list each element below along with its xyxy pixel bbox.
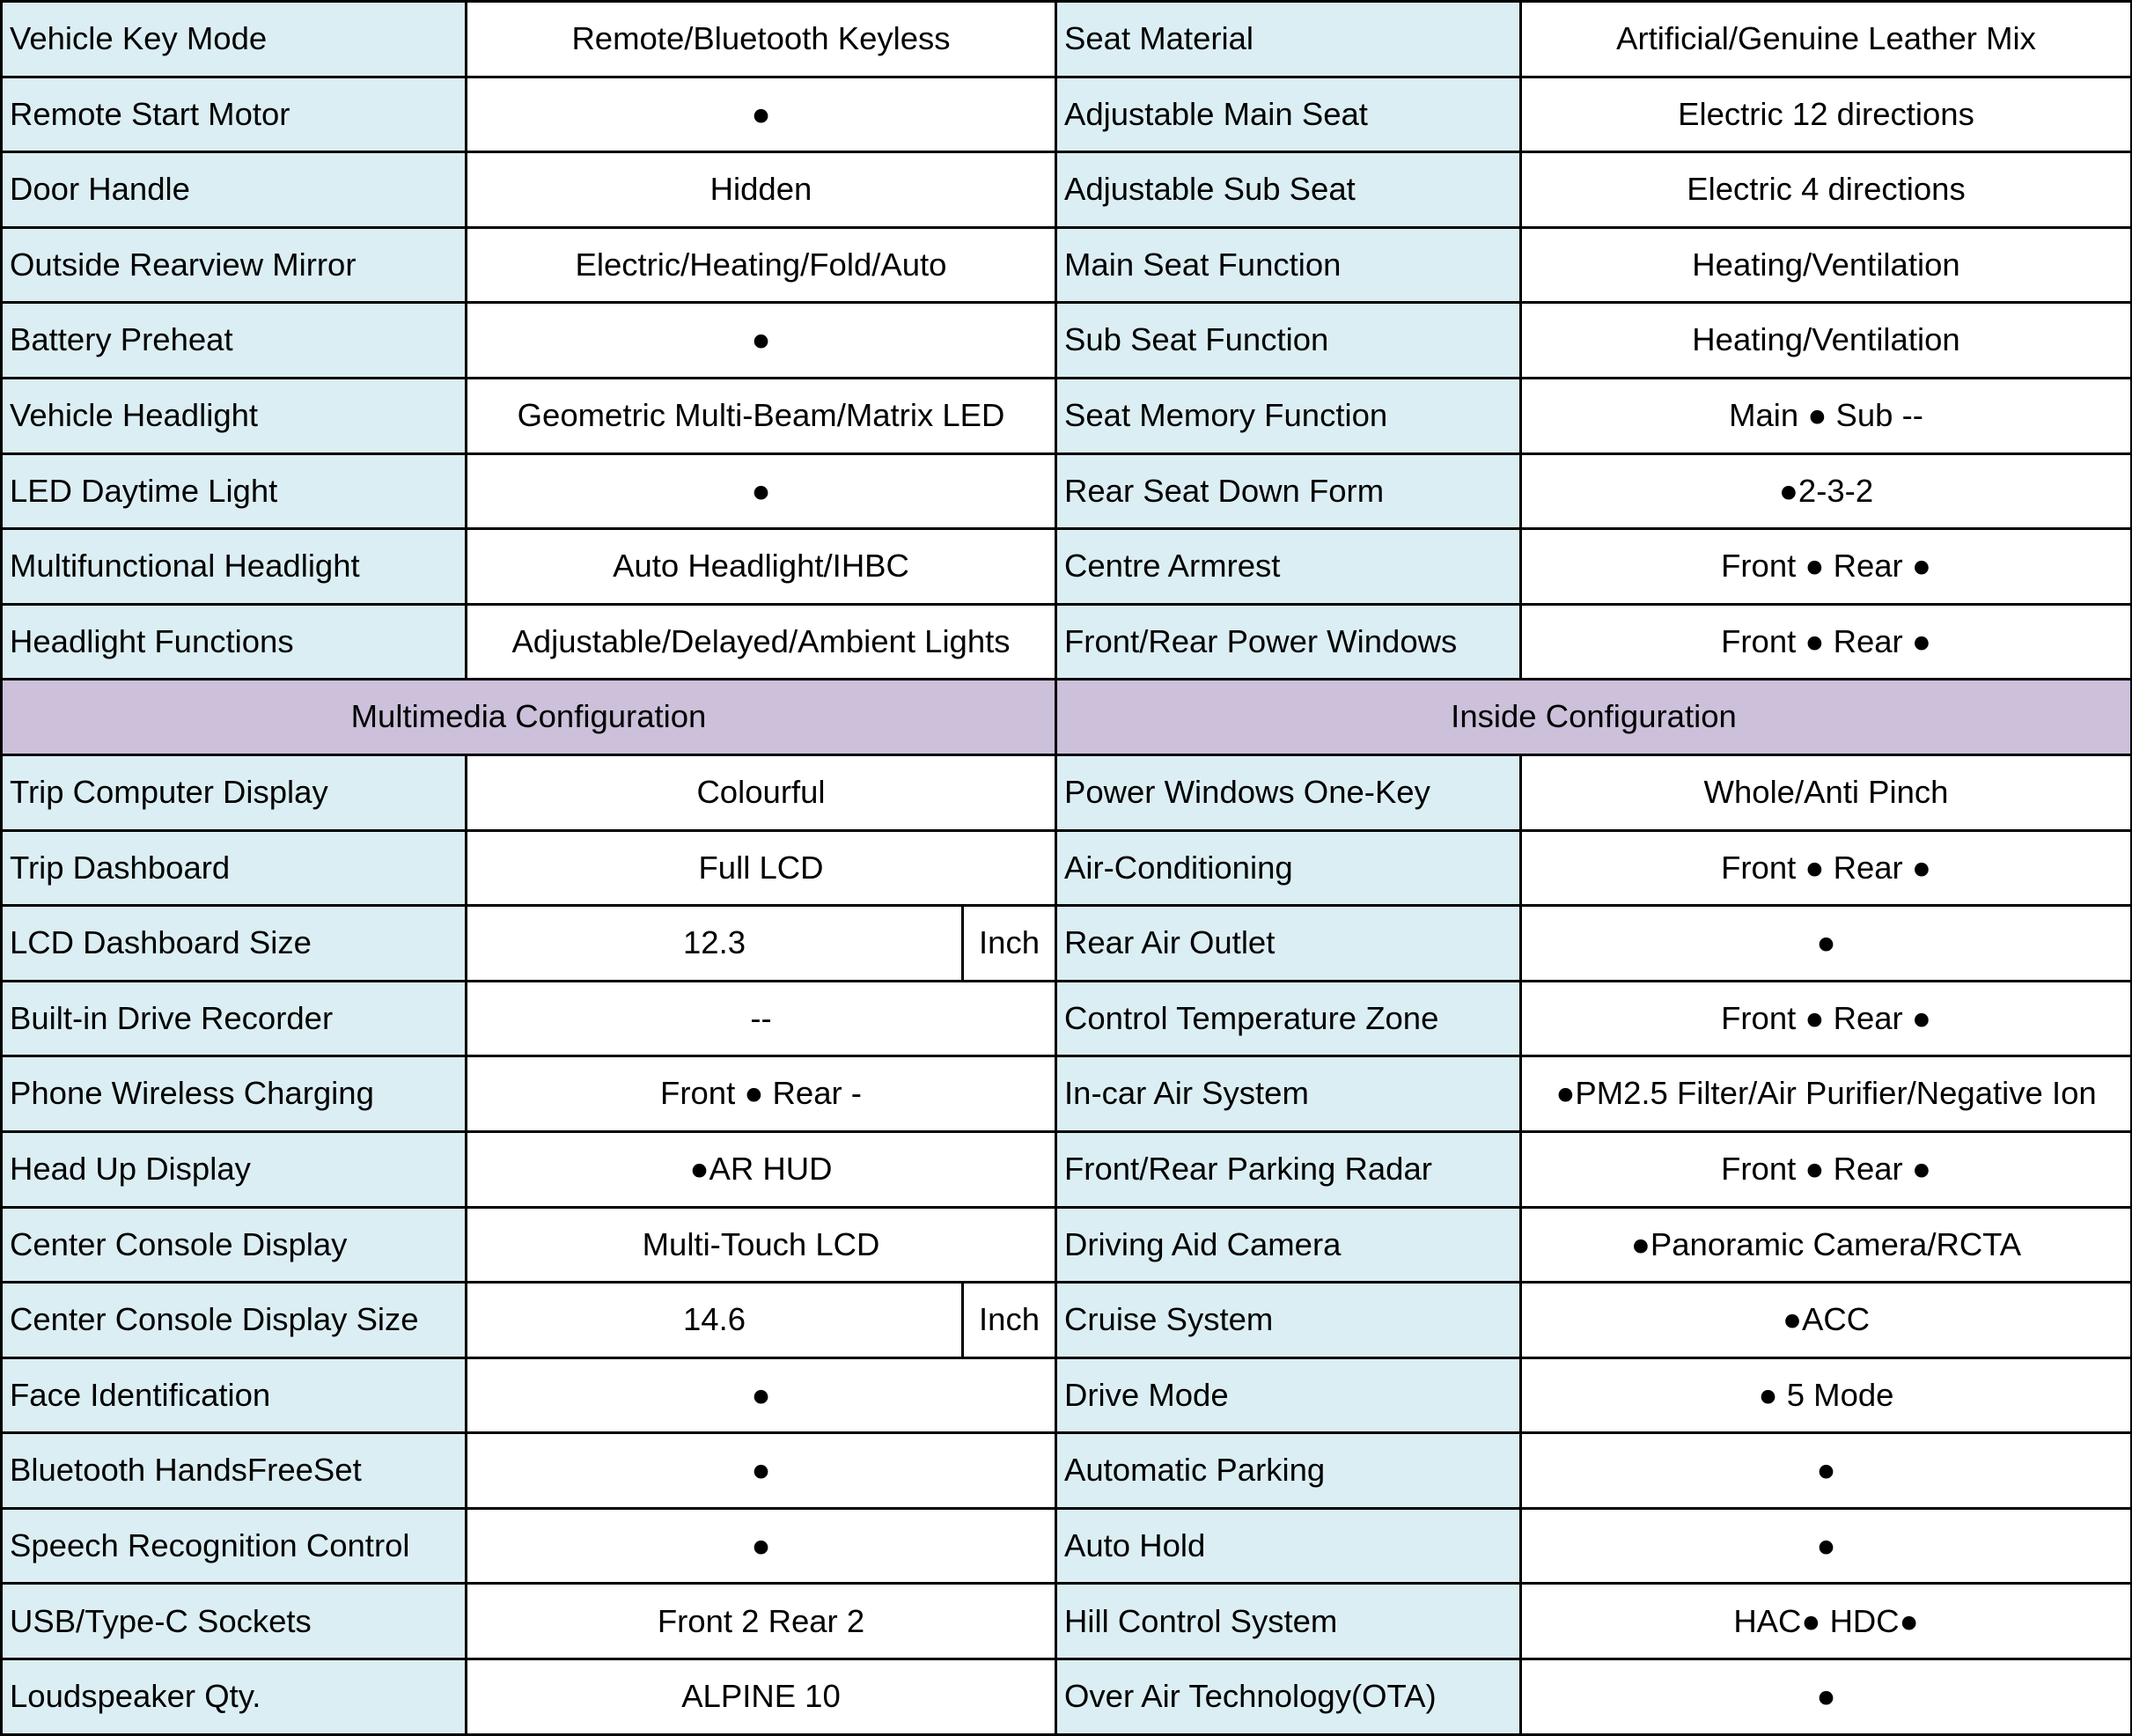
spec-value: ● xyxy=(467,1508,1056,1584)
spec-label: Rear Air Outlet xyxy=(1056,906,1521,982)
spec-label: Outside Rearview Mirror xyxy=(2,227,467,303)
spec-label: Face Identification xyxy=(2,1357,467,1433)
spec-label: Phone Wireless Charging xyxy=(2,1056,467,1132)
spec-value: Electric 4 directions xyxy=(1521,152,2132,228)
spec-value: -- xyxy=(467,981,1056,1056)
table-row xyxy=(2,1584,2132,1659)
table-row xyxy=(2,604,2132,680)
spec-label: Headlight Functions xyxy=(2,604,467,680)
spec-value: Front 2 Rear 2 xyxy=(467,1584,1056,1659)
spec-label: Driving Aid Camera xyxy=(1056,1207,1521,1283)
table-row xyxy=(2,378,2132,453)
table-row xyxy=(2,1659,2132,1735)
table-row xyxy=(2,1131,2132,1207)
spec-value: Front ● Rear ● xyxy=(1521,830,2132,906)
spec-label: Speech Recognition Control xyxy=(2,1508,467,1584)
spec-value: Artificial/Genuine Leather Mix xyxy=(1521,2,2132,77)
spec-label: Built-in Drive Recorder xyxy=(2,981,467,1056)
spec-label: Front/Rear Parking Radar xyxy=(1056,1131,1521,1207)
spec-unit: Inch xyxy=(963,906,1056,982)
table-row xyxy=(2,1357,2132,1433)
spec-value: ●Panoramic Camera/RCTA xyxy=(1521,1207,2132,1283)
spec-label: Remote Start Motor xyxy=(2,77,467,152)
spec-value: Main ● Sub -- xyxy=(1521,378,2132,453)
spec-label: Power Windows One-Key xyxy=(1056,754,1521,830)
table-row xyxy=(2,754,2132,830)
spec-value: Heating/Ventilation xyxy=(1521,303,2132,379)
spec-label: Rear Seat Down Form xyxy=(1056,453,1521,529)
table-row xyxy=(2,1283,2132,1358)
spec-label: Automatic Parking xyxy=(1056,1433,1521,1509)
table-row xyxy=(2,227,2132,303)
spec-label: Door Handle xyxy=(2,152,467,228)
spec-value: Auto Headlight/IHBC xyxy=(467,529,1056,605)
spec-value: Heating/Ventilation xyxy=(1521,227,2132,303)
spec-value: Remote/Bluetooth Keyless xyxy=(467,2,1056,77)
spec-label: Centre Armrest xyxy=(1056,529,1521,605)
table-row xyxy=(2,981,2132,1056)
spec-value: ● xyxy=(1521,1659,2132,1735)
spec-label: USB/Type-C Sockets xyxy=(2,1584,467,1659)
table-row xyxy=(2,906,2132,982)
spec-label: Center Console Display Size xyxy=(2,1283,467,1358)
table-row xyxy=(2,453,2132,529)
spec-value: Front ● Rear ● xyxy=(1521,981,2132,1056)
spec-label: Adjustable Main Seat xyxy=(1056,77,1521,152)
table-row xyxy=(2,1207,2132,1283)
spec-label: Seat Memory Function xyxy=(1056,378,1521,453)
spec-value: Geometric Multi-Beam/Matrix LED xyxy=(467,378,1056,453)
table-row xyxy=(2,830,2132,906)
spec-label: Adjustable Sub Seat xyxy=(1056,152,1521,228)
spec-value: Front ● Rear ● xyxy=(1521,604,2132,680)
spec-label: Loudspeaker Qty. xyxy=(2,1659,467,1735)
spec-label: Seat Material xyxy=(1056,2,1521,77)
spec-label: Drive Mode xyxy=(1056,1357,1521,1433)
spec-value: ● xyxy=(467,77,1056,152)
spec-label: Trip Dashboard xyxy=(2,830,467,906)
spec-label: LED Daytime Light xyxy=(2,453,467,529)
table-row xyxy=(2,303,2132,379)
spec-value: ● xyxy=(467,303,1056,379)
spec-label: Head Up Display xyxy=(2,1131,467,1207)
table-row xyxy=(2,1508,2132,1584)
spec-label: Center Console Display xyxy=(2,1207,467,1283)
spec-label: Over Air Technology(OTA) xyxy=(1056,1659,1521,1735)
spec-value: Colourful xyxy=(467,754,1056,830)
spec-value: Electric/Heating/Fold/Auto xyxy=(467,227,1056,303)
spec-label: Vehicle Key Mode xyxy=(2,2,467,77)
spec-label: Hill Control System xyxy=(1056,1584,1521,1659)
table-row xyxy=(2,1433,2132,1509)
table-row xyxy=(2,77,2132,152)
spec-value: Whole/Anti Pinch xyxy=(1521,754,2132,830)
spec-label: Control Temperature Zone xyxy=(1056,981,1521,1056)
spec-label: In-car Air System xyxy=(1056,1056,1521,1132)
spec-value: ●ACC xyxy=(1521,1283,2132,1358)
section-header-inside: Inside Configuration xyxy=(1056,680,2132,755)
spec-label: Trip Computer Display xyxy=(2,754,467,830)
spec-value: Front ● Rear - xyxy=(467,1056,1056,1132)
spec-value: Front ● Rear ● xyxy=(1521,529,2132,605)
spec-value: ● xyxy=(467,453,1056,529)
spec-value: Front ● Rear ● xyxy=(1521,1131,2132,1207)
spec-value: ● xyxy=(467,1433,1056,1509)
spec-value: Hidden xyxy=(467,152,1056,228)
spec-value: HAC● HDC● xyxy=(1521,1584,2132,1659)
spec-label: Vehicle Headlight xyxy=(2,378,467,453)
spec-label: LCD Dashboard Size xyxy=(2,906,467,982)
spec-label: Front/Rear Power Windows xyxy=(1056,604,1521,680)
spec-label: Auto Hold xyxy=(1056,1508,1521,1584)
spec-value: Adjustable/Delayed/Ambient Lights xyxy=(467,604,1056,680)
table-row xyxy=(2,152,2132,228)
spec-value: ALPINE 10 xyxy=(467,1659,1056,1735)
spec-label: Air-Conditioning xyxy=(1056,830,1521,906)
spec-label: Cruise System xyxy=(1056,1283,1521,1358)
spec-label: Bluetooth HandsFreeSet xyxy=(2,1433,467,1509)
spec-label: Multifunctional Headlight xyxy=(2,529,467,605)
spec-value: 12.3 xyxy=(467,906,963,982)
spec-value: ● xyxy=(1521,1433,2132,1509)
table-row xyxy=(2,2,2132,77)
section-header-multimedia: Multimedia Configuration xyxy=(2,680,1056,755)
spec-value: ●AR HUD xyxy=(467,1131,1056,1207)
spec-label: Main Seat Function xyxy=(1056,227,1521,303)
table-row xyxy=(2,1056,2132,1132)
spec-value: ●2-3-2 xyxy=(1521,453,2132,529)
spec-value: Electric 12 directions xyxy=(1521,77,2132,152)
spec-value: ●PM2.5 Filter/Air Purifier/Negative Ion xyxy=(1521,1056,2132,1132)
table-row xyxy=(2,529,2132,605)
spec-value: ● xyxy=(1521,1508,2132,1584)
spec-value: ● xyxy=(1521,906,2132,982)
spec-label: Sub Seat Function xyxy=(1056,303,1521,379)
spec-value: Multi-Touch LCD xyxy=(467,1207,1056,1283)
spec-label: Battery Preheat xyxy=(2,303,467,379)
spec-value: 14.6 xyxy=(467,1283,963,1358)
spec-value: ● xyxy=(467,1357,1056,1433)
spec-value: Full LCD xyxy=(467,830,1056,906)
spec-unit: Inch xyxy=(963,1283,1056,1358)
spec-value: ● 5 Mode xyxy=(1521,1357,2132,1433)
section-header-row xyxy=(2,680,2132,755)
